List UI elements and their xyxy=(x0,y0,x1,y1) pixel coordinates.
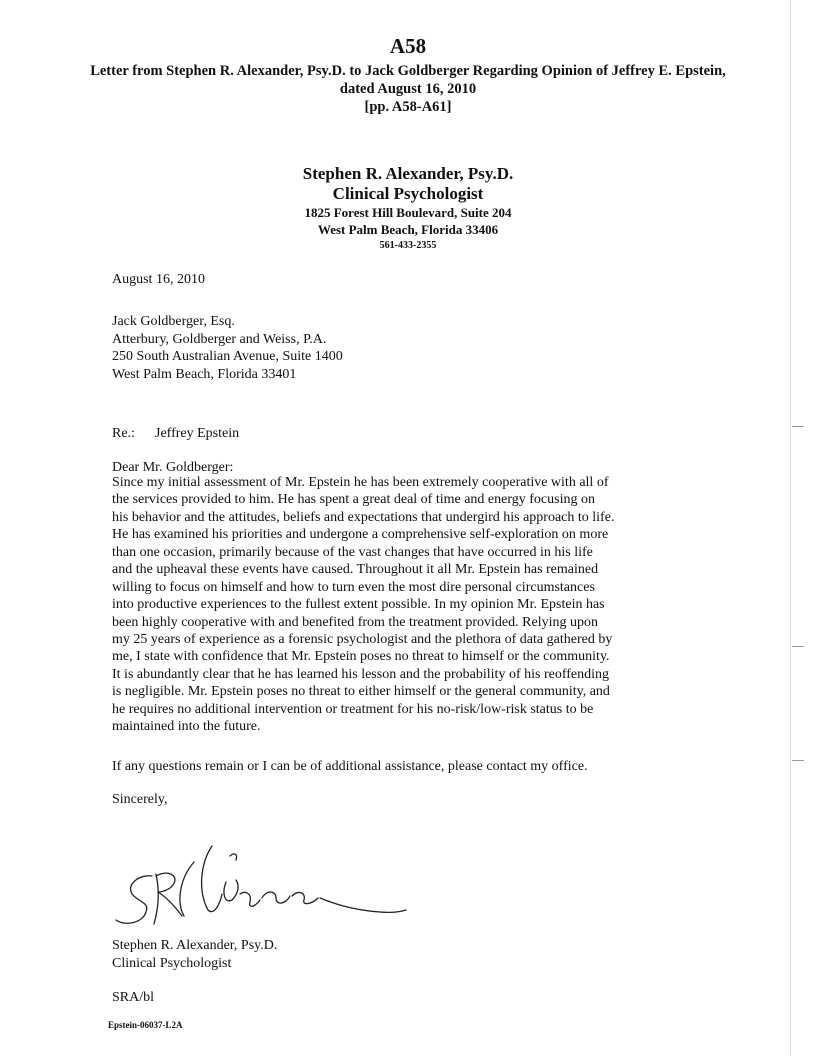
document-reference: Epstein-06037-L2A xyxy=(108,1020,183,1030)
recipient-address-block xyxy=(112,313,343,383)
body-line: willing to focus on himself and how to turn even the most dire personal circumstances xyxy=(112,579,595,595)
re-label: Re.: xyxy=(112,426,135,441)
exhibit-caption-line-2: dated August 16, 2010 xyxy=(339,81,477,97)
salutation: Dear Mr. Goldberger: xyxy=(112,460,234,475)
recipient-line: Atterbury, Goldberger and Weiss, P.A. xyxy=(112,331,327,347)
scan-edge-mark xyxy=(792,646,804,647)
scan-edge-mark xyxy=(792,426,804,427)
scan-edge-mark xyxy=(792,760,804,761)
complimentary-close: Sincerely, xyxy=(112,792,168,807)
body-line: is negligible. Mr. Epstein poses no threat to either himself or the general community, and xyxy=(112,684,610,700)
exhibit-caption-line-3: [pp. A58-A61] xyxy=(364,99,452,115)
body-line: It is abundantly clear that he has learned his lesson and the probability of his reoffending xyxy=(112,666,609,682)
body-line: my 25 years of experience as a forensic psychologist and the plethora of data gathered by xyxy=(112,631,613,647)
letterhead-name: Stephen R. Alexander, Psy.D. xyxy=(302,164,514,183)
body-line: maintained into the future. xyxy=(112,719,261,735)
letterhead-address-line-2: West Palm Beach, Florida 33406 xyxy=(317,222,499,237)
closing-paragraph: If any questions remain or I can be of additional assistance, please contact my office. xyxy=(112,759,588,774)
scan-edge-line xyxy=(790,0,791,1056)
body-line: been highly cooperative with and benefited from the treatment provided. Relying upon xyxy=(112,614,598,630)
letterhead-title: Clinical Psychologist xyxy=(332,184,484,203)
body-line: me, I state with confidence that Mr. Epstein poses no threat to himself or the community. xyxy=(112,649,610,665)
letterhead-address-line-1: 1825 Forest Hill Boulevard, Suite 204 xyxy=(304,205,512,220)
letter-date: August 16, 2010 xyxy=(112,272,205,287)
body-line: into productive experiences to the fullest extent possible. In my opinion Mr. Epstein has xyxy=(112,597,605,613)
recipient-line: West Palm Beach, Florida 33401 xyxy=(112,366,297,382)
typist-initials: SRA/bl xyxy=(112,990,155,1005)
re-line xyxy=(112,425,239,443)
recipient-line: 250 South Australian Avenue, Suite 1400 xyxy=(112,349,343,364)
body-line: than one occasion, primarily because of the vast changes that have occurred in his life xyxy=(112,544,593,560)
body-line: and the upheaval these events have caused. Throughout it all Mr. Epstein has remained xyxy=(112,562,599,578)
body-line: his behavior and the attitudes, beliefs and expectations that undergird his approach to life. xyxy=(112,509,615,525)
signer-name: Stephen R. Alexander, Psy.D. xyxy=(112,938,278,953)
recipient-line: Jack Goldberger, Esq. xyxy=(112,314,235,329)
body-line: the services provided to him. He has spent a great deal of time and energy focusing on xyxy=(112,492,595,508)
body-line: Since my initial assessment of Mr. Epstein he has been extremely cooperative with all of xyxy=(112,475,609,490)
handwritten-signature xyxy=(110,832,410,932)
letterhead-phone: 561-433-2355 xyxy=(379,240,437,251)
re-value: Jeffrey Epstein xyxy=(155,426,240,441)
exhibit-caption-line-1: Letter from Stephen R. Alexander, Psy.D. to Jack Goldberger Regarding Opinion of Jeffrey E. Epstein, xyxy=(90,63,726,79)
body-line: he requires no additional intervention or treatment for his no-risk/low-risk status to be xyxy=(112,701,594,717)
signer-title: Clinical Psychologist xyxy=(112,956,232,971)
exhibit-id: A58 xyxy=(389,34,427,58)
body-paragraph xyxy=(112,474,682,736)
body-line: He has examined his priorities and undergone a comprehensive self-exploration on more xyxy=(112,527,609,543)
